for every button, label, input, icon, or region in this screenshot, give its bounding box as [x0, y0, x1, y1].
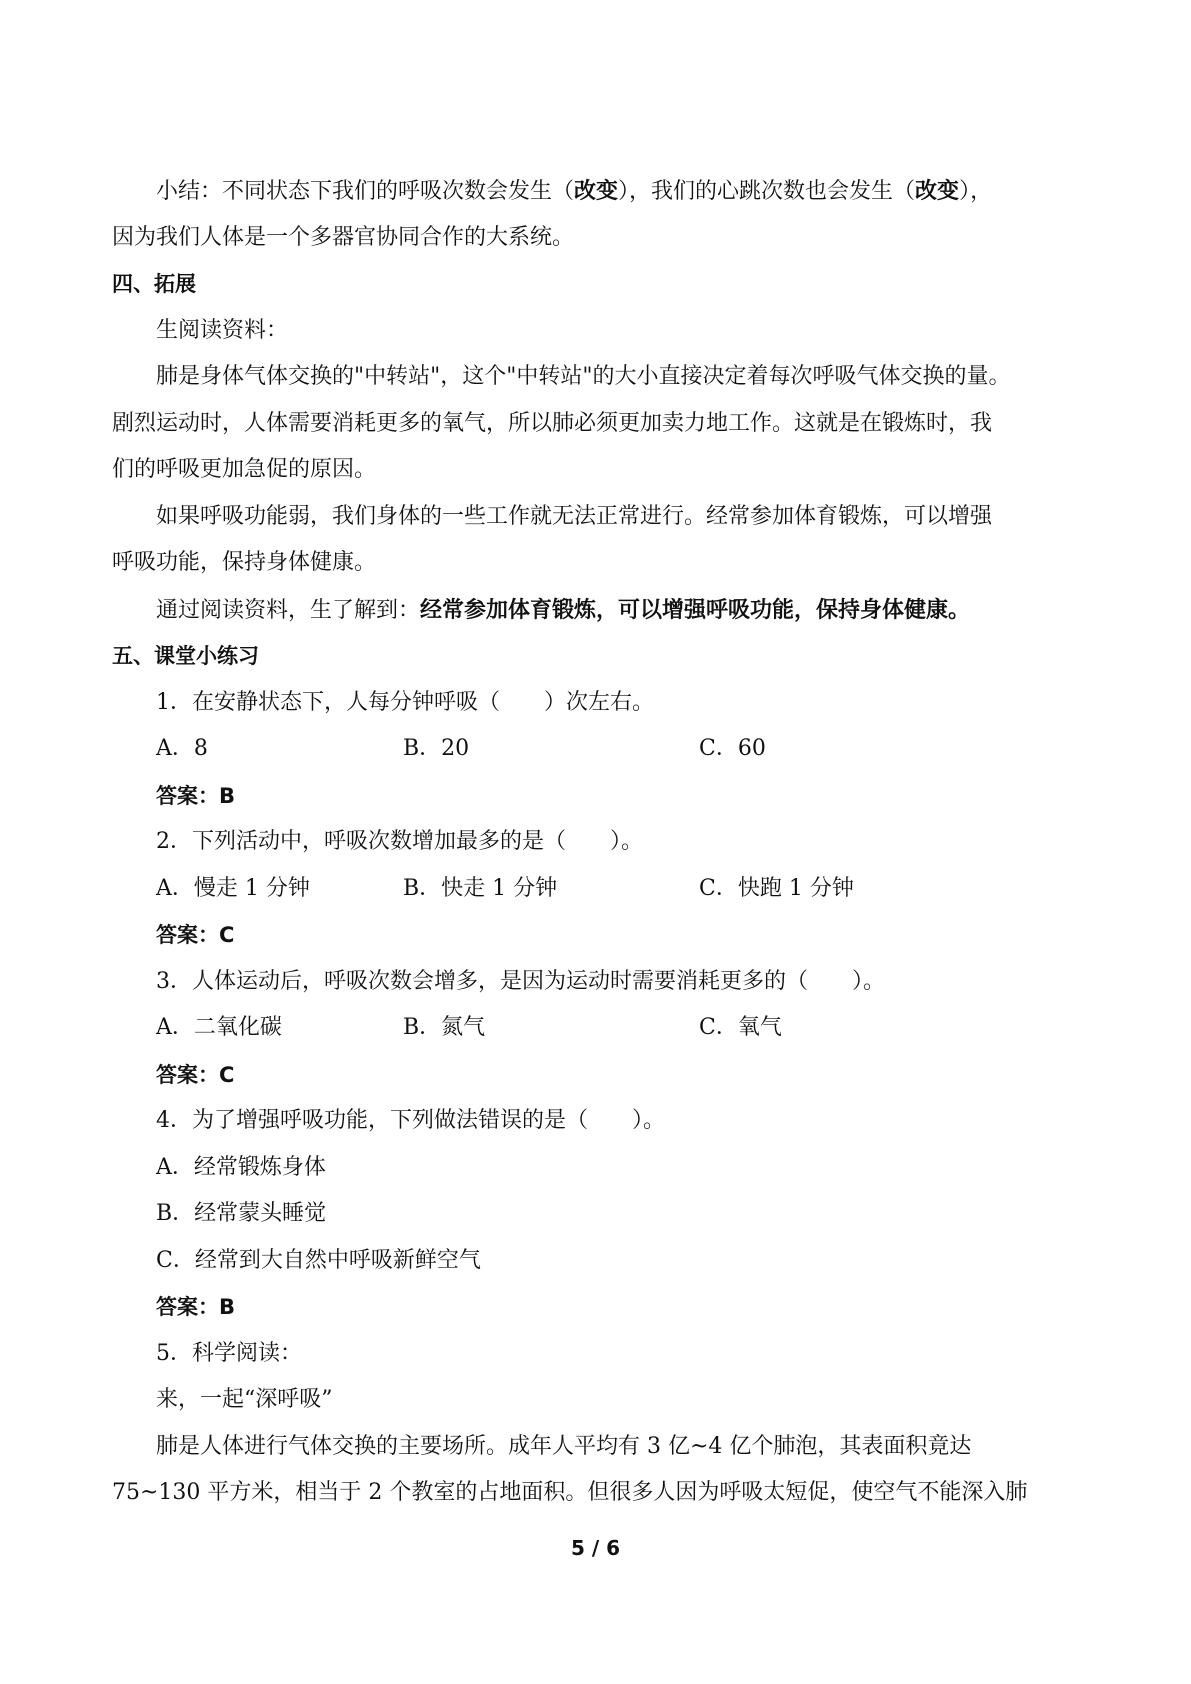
question-4-answer: 答案：B [156, 1295, 236, 1319]
question-5-line-1: 肺是人体进行气体交换的主要场所。成年人平均有 3 亿~4 亿个肺泡，其表面积竟达 [156, 1433, 972, 1459]
conclusion-prefix: 通过阅读资料，生了解到： [156, 597, 421, 623]
question-4-option-a: A．经常锻炼身体 [156, 1154, 326, 1180]
reading-intro: 生阅读资料： [156, 317, 289, 343]
question-2-answer: 答案：C [156, 923, 235, 947]
question-4-option-b: B．经常蒙头睡觉 [156, 1201, 327, 1226]
question-2: 2．下列活动中，呼吸次数增加最多的是（ ）。 [156, 829, 643, 854]
question-1: 1．在安静状态下，人每分钟呼吸（ ）次左右。 [156, 689, 654, 715]
reading-paragraph-1-line-3: 们的呼吸更加急促的原因。 [112, 457, 377, 482]
question-4: 4．为了增强呼吸功能，下列做法错误的是（ ）。 [156, 1108, 665, 1133]
summary-line-2: 因为我们人体是一个多器官协同合作的大系统。 [112, 224, 575, 250]
summary-text: ）， [959, 179, 993, 204]
reading-conclusion [112, 587, 1092, 634]
question-2-option-b: B．快走 1 分钟 [403, 875, 558, 901]
summary-answer-2: 改变 [915, 178, 960, 204]
question-4-option-c: C．经常到大自然中呼吸新鲜空气 [156, 1247, 481, 1273]
question-5-line-2: 75~130 平方米，相当于 2 个教室的占地面积。但很多人因为呼吸太短促，使空气不能深入肺 [112, 1480, 1028, 1505]
summary-text: 小结：不同状态下我们的呼吸次数会发生（ [156, 179, 575, 204]
reading-paragraph-1-line-2: 剧烈运动时，人体需要消耗更多的氧气，所以肺必须更加卖力地工作。这就是在锻炼时，我 [112, 410, 993, 436]
question-2-option-c: C．快跑 1 分钟 [699, 875, 854, 901]
summary-line-1 [112, 168, 1092, 215]
question-1-option-c: C．60 [699, 736, 766, 761]
question-3-options [112, 1005, 1092, 1052]
question-1-options [112, 726, 1092, 773]
summary-answer-1: 改变 [574, 178, 619, 204]
section-heading-exercises: 五、课堂小练习 [112, 644, 259, 668]
question-3-option-a: A．二氧化碳 [156, 1015, 282, 1040]
question-1-option-b: B．20 [403, 736, 470, 761]
summary-text: ），我们的心跳次数也会发生（ [618, 179, 916, 204]
question-1-answer: 答案：B [156, 783, 236, 808]
section-heading-extension: 四、拓展 [112, 272, 196, 296]
question-5: 5．科学阅读： [156, 1340, 302, 1366]
question-3-answer: 答案：C [156, 1062, 235, 1087]
page-number: 5 / 6 [570, 1536, 621, 1560]
question-5-title: 来，一起“深呼吸” [156, 1387, 333, 1412]
question-2-options [112, 866, 1092, 913]
question-3-option-b: B．氮气 [403, 1015, 486, 1040]
reading-paragraph-2-line-2: 呼吸功能，保持身体健康。 [112, 550, 377, 575]
question-3-option-c: C．氧气 [699, 1015, 782, 1040]
conclusion-bold: 经常参加体育锻炼，可以增强呼吸功能，保持身体健康。 [420, 596, 971, 623]
question-2-option-a: A．慢走 1 分钟 [156, 875, 310, 901]
reading-paragraph-1-line-1: 肺是身体气体交换的"中转站"，这个"中转站"的大小直接决定着每次呼吸气体交换的量。 [156, 364, 1011, 389]
question-1-option-a: A．8 [156, 736, 208, 761]
page-content [112, 168, 1092, 1517]
reading-paragraph-2-line-1: 如果呼吸功能弱，我们身体的一些工作就无法正常进行。经常参加体育锻炼，可以增强 [156, 503, 993, 529]
question-3: 3．人体运动后，呼吸次数会增多，是因为运动时需要消耗更多的（ ）。 [156, 968, 885, 994]
